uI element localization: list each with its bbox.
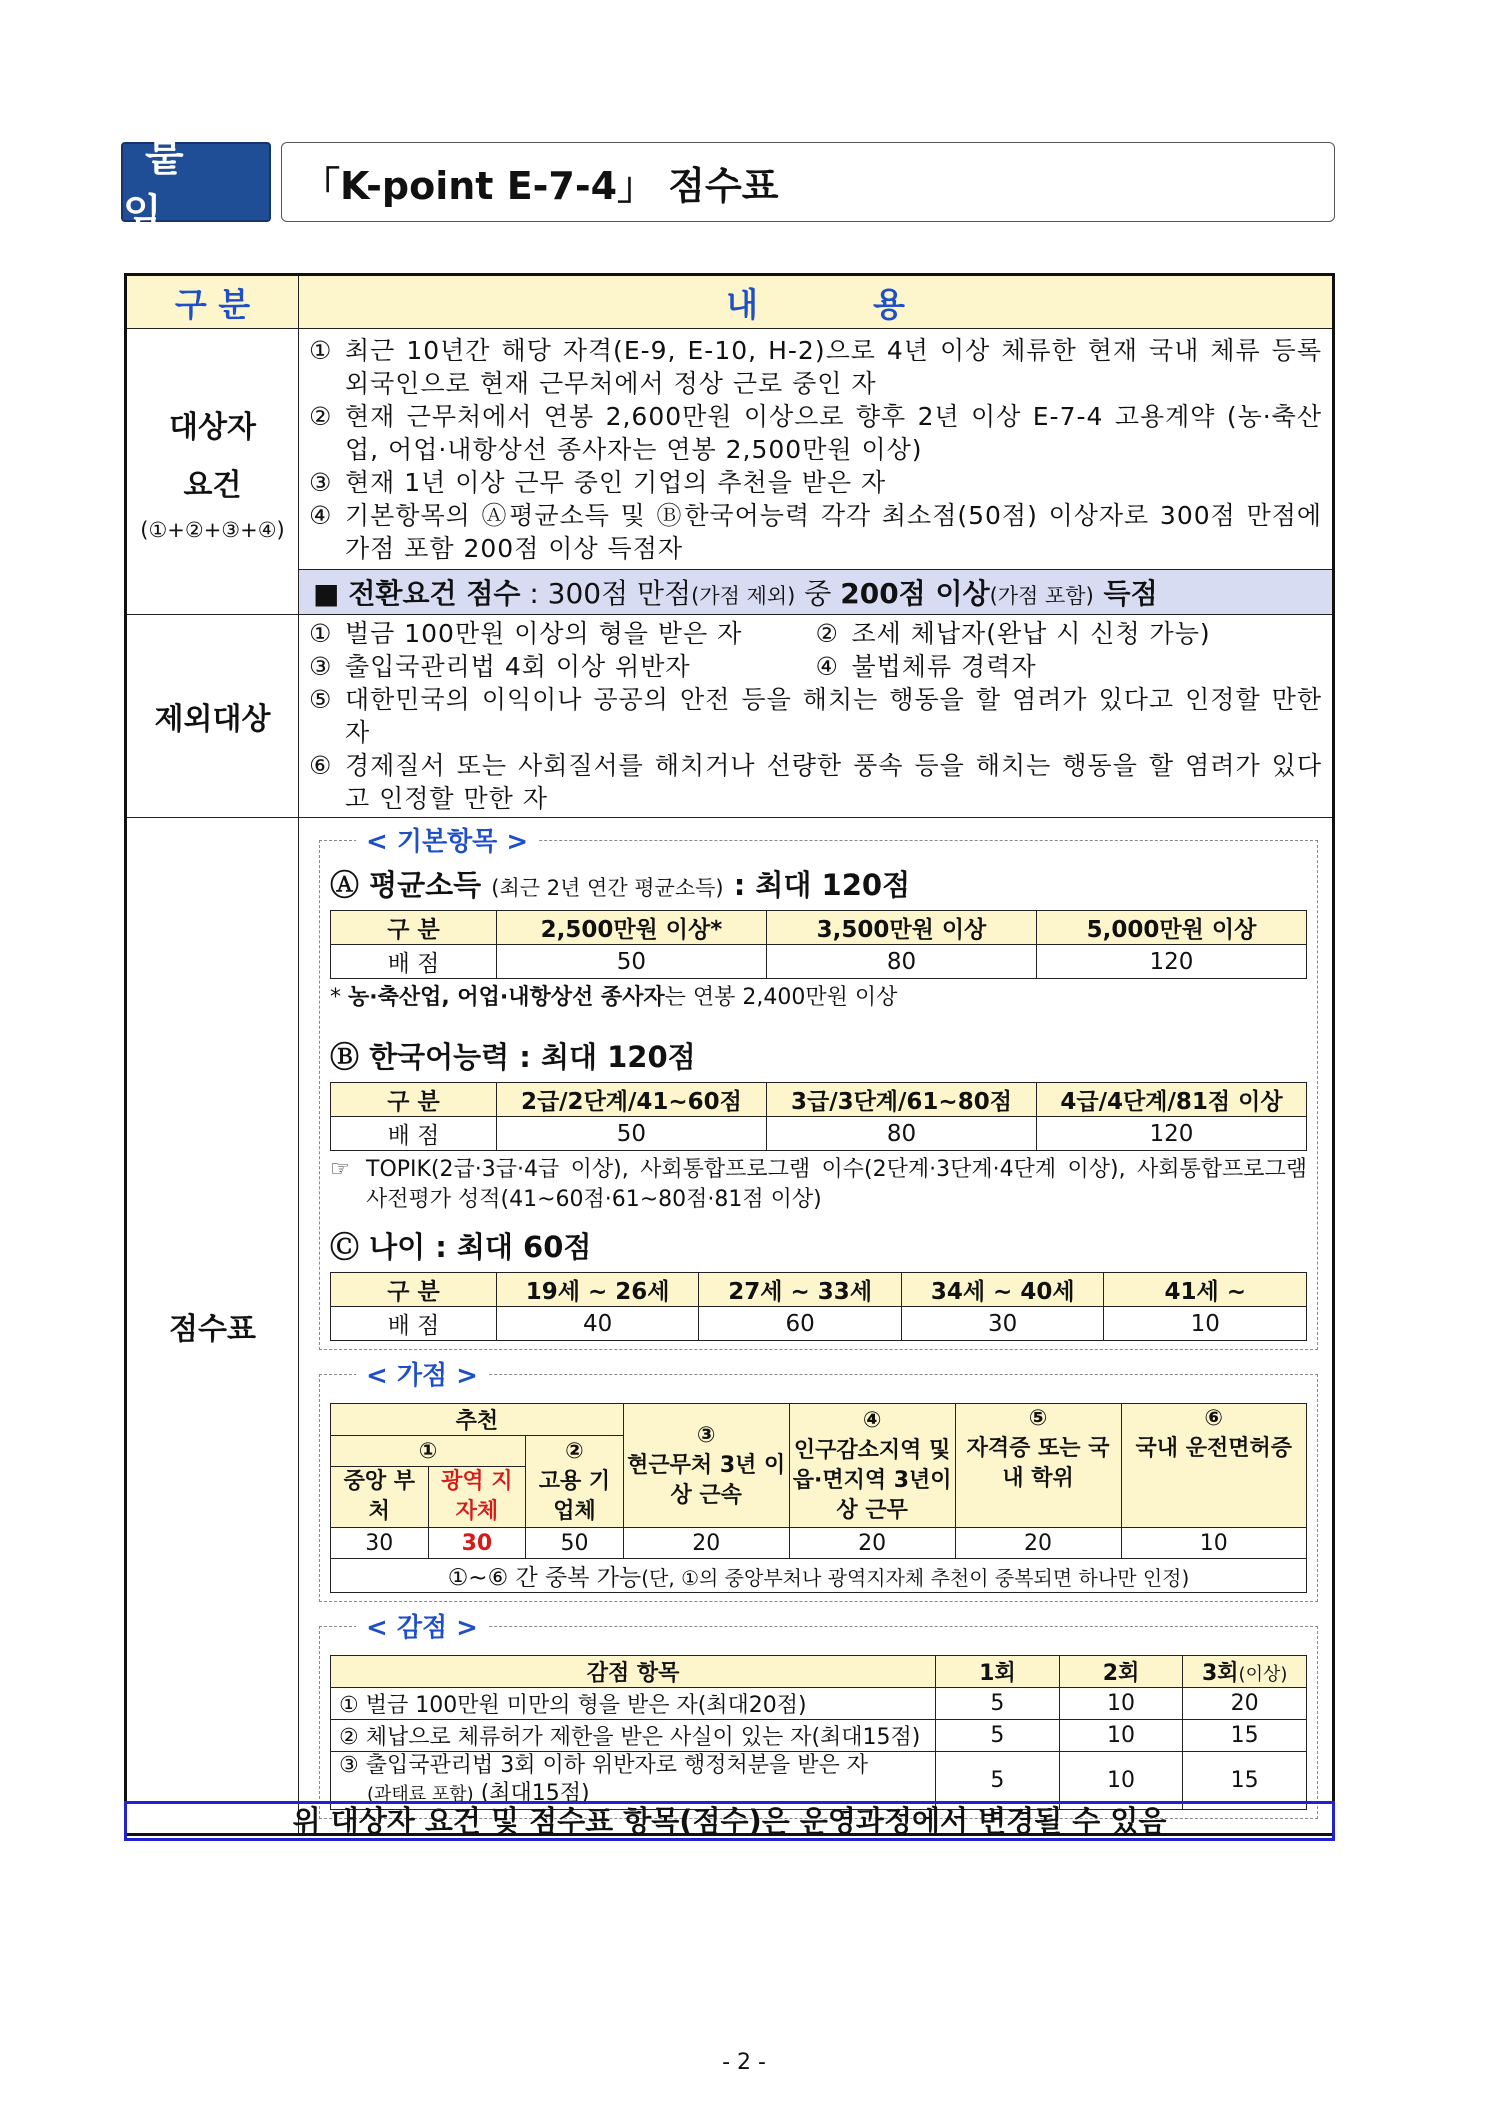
table-row: ① 벌금 100만원 미만의 형을 받은 자(최대20점) 5 10 20 [331, 1688, 1307, 1720]
table-header-row [126, 275, 1334, 329]
bonus-title: < 가점 > [356, 1355, 488, 1392]
item-number: ⑤ [309, 685, 333, 714]
eligibility-label-sub: (①+②+③+④) [140, 517, 285, 542]
table-row: ③ 출입국관리법 3회 이하 위반자로 행정처분을 받은 자 (과태료 포함) (최대15점) 5 10 15 [331, 1752, 1307, 1810]
highlight-note: (가점 제외) [691, 584, 796, 608]
pointing-hand-icon: ☞ [330, 1157, 350, 1182]
highlight-text: : 300점 만점 [520, 577, 692, 610]
korean-note: ☞ TOPIK(2급·3급·4급 이상), 사회통합프로그램 이수(2단계·3단계·4단계 이상), 사회통합프로그램 사전평가 성적(41~60점·61~80점·81점 이상) [330, 1155, 1307, 1215]
income-table: 구 분 2,500만원 이상* 3,500만원 이상 5,000만원 이상 배 점 50 80 120 [330, 910, 1307, 979]
eligibility-row [126, 329, 1334, 570]
list-item [309, 334, 1322, 400]
page-number: - 2 - [722, 2050, 766, 2075]
bonus-box [319, 1361, 1318, 1602]
item-text: 대한민국의 이익이나 공공의 안전 등을 해치는 행동을 할 염려가 있다고 인정할 만한 자 [345, 685, 1322, 747]
list-item [309, 683, 1322, 749]
requirement-highlight-row [126, 570, 1334, 615]
penalty-box [319, 1613, 1318, 1819]
item-text: 벌금 100만원 이상의 형을 받은 자 [345, 619, 743, 648]
item-text: 현재 근무처에서 연봉 2,600만원 이상으로 향후 2년 이상 E-7-4 고용계약 (농·축산업, 어업·내항상선 종사자는 연봉 2,500만원 이상) [345, 401, 1322, 464]
penalty-title: < 감점 > [356, 1607, 488, 1644]
item-number: ② [815, 619, 839, 648]
scores-row [126, 818, 1334, 1835]
item-text: 기본항목의 Ⓐ평균소득 및 Ⓑ한국어능력 각각 최소점(50점) 이상자로 300점 만점에 가점 포함 200점 이상 득점자 [345, 500, 1322, 563]
scores-content [299, 818, 1334, 1835]
table-row: ② 체납으로 체류허가 제한을 받은 사실이 있는 자(최대15점) 5 10 15 [331, 1720, 1307, 1752]
income-note: * 농·축산업, 어업·내항상선 종사자는 연봉 2,400만원 이상 [330, 985, 898, 1010]
page-title: 「K-point E-7-4」 점수표 [281, 142, 1335, 222]
list-item [309, 466, 1322, 499]
exclusion-items [299, 615, 1334, 818]
attachment-badge: 붙 임 [121, 142, 271, 222]
item-number: ④ [815, 652, 839, 681]
age-heading: Ⓒ 나이 : 최대 60점 [330, 1230, 592, 1264]
bonus-note: ①~⑥ 간 중복 가능(단, ①의 중앙부처나 광역지자체 추천이 중복되면 하나만 인정) [331, 1559, 1307, 1593]
highlight-bold-value: 200점 이상 [840, 577, 990, 610]
bullet-square-icon: ■ [313, 577, 340, 610]
item-number: ③ [309, 467, 333, 497]
scores-label: 점수표 [126, 818, 299, 1835]
footer-notice: 위 대상자 요건 및 점수표 항목(점수)은 운영과정에서 변경될 수 있음 [124, 1801, 1335, 1841]
korean-table: 구 분 2급/2단계/41~60점 3급/3단계/61~80점 4급/4단계/81점 이상 배 점 50 80 120 [330, 1082, 1307, 1151]
highlight-bold-tail: 득점 [1093, 577, 1158, 610]
item-text: 조세 체납자(완납 시 신청 가능) [851, 619, 1211, 648]
highlight-text: 중 [795, 577, 841, 610]
highlight-note: (가점 포함) [989, 584, 1094, 608]
item-number: ① [309, 619, 333, 648]
item-number: ② [309, 401, 333, 431]
item-number: ④ [309, 500, 333, 530]
basic-items-box [319, 827, 1318, 1350]
exclusion-pair [309, 617, 1322, 650]
exclusion-label: 제외대상 [126, 615, 299, 818]
item-text: 경제질서 또는 사회질서를 해치거나 선량한 풍속 등을 해치는 행동을 할 염려가 있다고 인정할 만한 자 [345, 751, 1322, 813]
bonus-table: 추천 ③ 현근무처 3년 이상 근속 ④ 인구감소지역 및 읍·면지역 3년이상 근무 ⑤ 자격증 또는 국내 학위 ⑥ 국내 운전면허증 ① ② 고용 기업체 중앙 부처 광역 지자체 30 30 50 20 20 20 10 ①~⑥ 간 중복 가능(단, ①의 중앙부처나 광역지자체 추천이 중복되면 하나만 인정) [330, 1403, 1307, 1593]
requirement-highlight [299, 570, 1334, 615]
item-text: 출입국관리법 4회 이상 위반자 [345, 652, 691, 681]
list-item [309, 499, 1322, 565]
exclusion-pair [309, 650, 1322, 683]
eligibility-label-line1: 대상자 [169, 409, 256, 445]
score-table [124, 273, 1335, 1836]
eligibility-items [299, 329, 1334, 570]
list-item [309, 749, 1322, 815]
item-number: ⑥ [309, 751, 333, 780]
item-text: 불법체류 경력자 [851, 652, 1037, 681]
penalty-table: 감점 항목 1회 2회 3회(이상) ① 벌금 100만원 미만의 형을 받은 자(최대20점) 5 10 20 ② 체납으로 체류허가 제한을 받은 사실이 있는 자(최대15점) 5 10 15 ③ 출입국관리법 3회 이하 위반자로 행정처분을 받은 자 (과태료 포함) (최대15점) 5 10 15 [330, 1655, 1307, 1810]
highlight-bold-label: 전환요건 점수 [348, 577, 521, 610]
exclusion-row [126, 615, 1334, 818]
eligibility-label [126, 329, 299, 615]
item-text: 최근 10년간 해당 자격(E-9, E-10, H-2)으로 4년 이상 체류한 현재 국내 체류 등록외국인으로 현재 근무처에서 정상 근로 중인 자 [345, 335, 1322, 398]
age-table: 구 분 19세 ~ 26세 27세 ~ 33세 34세 ~ 40세 41세 ~ 배 점 40 60 30 10 [330, 1272, 1307, 1341]
item-text: 현재 1년 이상 근무 중인 기업의 추천을 받은 자 [345, 467, 887, 497]
header-content: 내 용 [299, 275, 1334, 329]
item-number: ① [309, 335, 333, 365]
list-item [309, 400, 1322, 466]
eligibility-label-line2: 요건 [183, 467, 242, 503]
korean-heading: Ⓑ 한국어능력 : 최대 120점 [330, 1040, 696, 1074]
item-number: ③ [309, 652, 333, 681]
header-category: 구 분 [126, 275, 299, 329]
income-heading: Ⓐ 평균소득 (최근 2년 연간 평균소득) : 최대 120점 [330, 868, 911, 902]
basic-items-title: < 기본항목 > [356, 821, 538, 858]
